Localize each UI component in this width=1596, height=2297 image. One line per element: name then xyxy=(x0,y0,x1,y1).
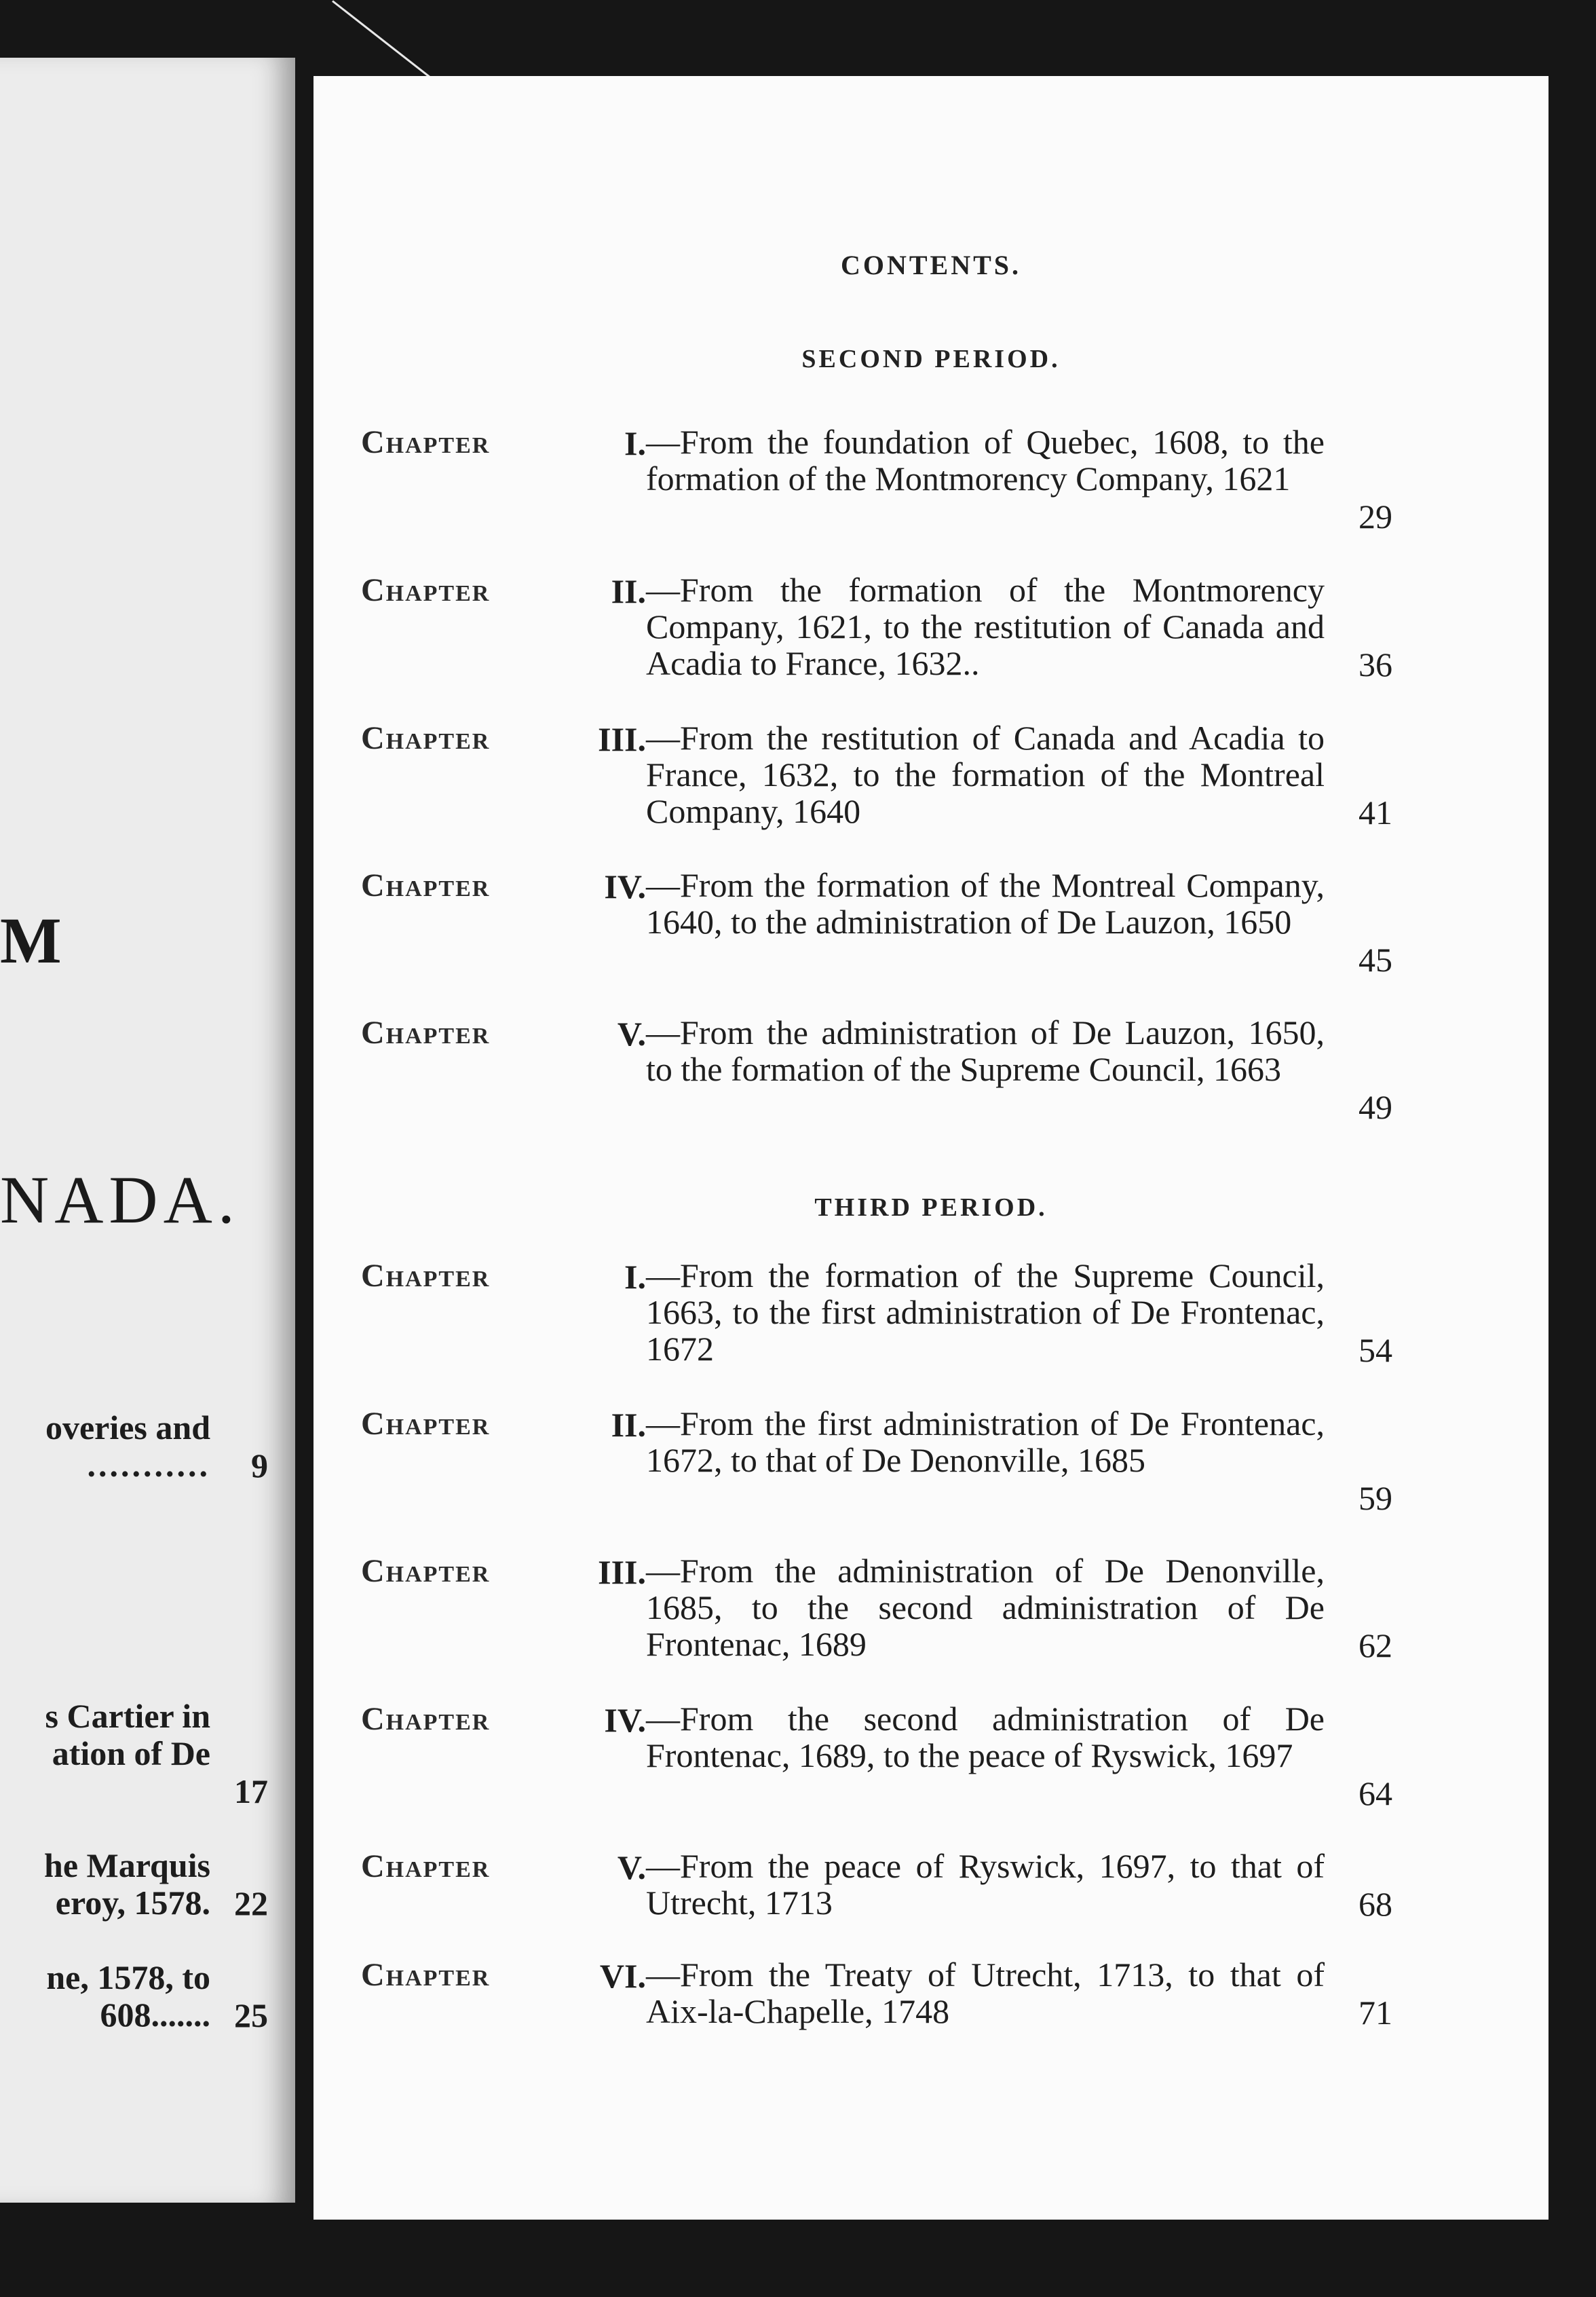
left-page-line: ne, 1578, to xyxy=(46,1958,210,1996)
chapter-number: I. xyxy=(624,1258,646,1296)
chapter-word: Chapter xyxy=(361,1553,491,1589)
chapter-number: II. xyxy=(611,572,646,610)
chapter-word: Chapter xyxy=(361,1957,491,1993)
chapter-word: Chapter xyxy=(361,1015,491,1051)
scan-artifact-line xyxy=(332,0,440,85)
left-page-line: he Marquis xyxy=(44,1846,210,1884)
chapter-word: Chapter xyxy=(361,572,491,608)
toc-entry xyxy=(314,1700,1548,1850)
toc-entry xyxy=(314,572,1548,721)
page-number: 54 xyxy=(1358,1331,1392,1369)
left-page-big-title: NADA. xyxy=(0,1162,240,1237)
left-page-line: ation of De xyxy=(52,1734,210,1772)
left-page-line: eroy, 1578. xyxy=(55,1884,210,1922)
left-page-number: 22 xyxy=(234,1884,268,1922)
left-page-number: 17 xyxy=(234,1772,268,1810)
left-page-big-letter: M xyxy=(0,904,62,977)
chapter-word: Chapter xyxy=(361,1848,491,1884)
chapter-word: Chapter xyxy=(361,1258,491,1294)
page-number: 41 xyxy=(1358,793,1392,832)
chapter-title: —From the restitution of Canada and Acadia to France, 1632, to the formation of the Montreal Company, 1640 xyxy=(646,719,1325,830)
page-number: 71 xyxy=(1358,1994,1392,2032)
chapter-word: Chapter xyxy=(361,1406,491,1442)
chapter-number: I. xyxy=(624,424,646,462)
chapter-title: —From the formation of the Montreal Company, 1640, to the administration of De Lauzon, 1650 xyxy=(646,866,1325,941)
page-number: 64 xyxy=(1358,1774,1392,1812)
chapter-word: Chapter xyxy=(361,720,491,756)
chapter-word: Chapter xyxy=(361,424,491,460)
chapter-number: V. xyxy=(617,1848,646,1886)
left-page-line: overies and xyxy=(45,1408,210,1446)
chapter-title: —From the administration of De Lauzon, 1650, to the formation of the Supreme Council, 1663 xyxy=(646,1013,1325,1088)
chapter-title: —From the formation of the Montmorency Company, 1621, to the restitution of Canada and Acadia to France, 1632.. xyxy=(646,571,1325,682)
left-page-number: 9 xyxy=(251,1446,268,1484)
page-number: 59 xyxy=(1358,1479,1392,1517)
period-heading: THIRD PERIOD. xyxy=(814,1193,1048,1222)
chapter-title: —From the second administration of De Frontenac, 1689, to the peace of Ryswick, 1697 xyxy=(646,1700,1325,1774)
chapter-title: —From the administration of De Denonville, 1685, to the second administration of De Frontenac, 1689 xyxy=(646,1552,1325,1663)
left-page-line: ........... xyxy=(87,1446,210,1484)
page-number: 62 xyxy=(1358,1626,1392,1664)
toc-entry xyxy=(314,1014,1548,1163)
chapter-word: Chapter xyxy=(361,867,491,903)
page-number: 68 xyxy=(1358,1885,1392,1923)
page-number: 49 xyxy=(1358,1088,1392,1126)
page-title: CONTENTS. xyxy=(840,250,1022,280)
toc-entry xyxy=(314,1552,1548,1702)
chapter-number: V. xyxy=(617,1015,646,1053)
chapter-title: —From the peace of Ryswick, 1697, to that of Utrecht, 1713 xyxy=(646,1847,1325,1922)
chapter-number: VI. xyxy=(599,1957,646,1995)
toc-entry xyxy=(314,1257,1548,1406)
left-page xyxy=(0,58,295,2203)
toc-entry xyxy=(314,867,1548,1016)
left-page-line: 608....... xyxy=(100,1996,210,2034)
chapter-title: —From the foundation of Quebec, 1608, to the formation of the Montmorency Company, 1621 xyxy=(646,423,1325,498)
period-heading: SECOND PERIOD. xyxy=(801,345,1061,373)
chapter-number: III. xyxy=(598,720,646,758)
chapter-word: Chapter xyxy=(361,1701,491,1737)
chapter-title: —From the Treaty of Utrecht, 1713, to that of Aix-la-Chapelle, 1748 xyxy=(646,1956,1325,2030)
toc-entry xyxy=(314,1405,1548,1554)
chapter-number: IV. xyxy=(604,867,646,905)
chapter-title: —From the formation of the Supreme Council, 1663, to the first administration of De Frontenac, 1672 xyxy=(646,1256,1325,1368)
left-page-number: 25 xyxy=(234,1996,268,2034)
toc-entry xyxy=(314,1848,1548,1949)
page-number: 29 xyxy=(1358,498,1392,536)
page-number: 45 xyxy=(1358,941,1392,979)
toc-entry xyxy=(314,1956,1548,2058)
chapter-number: II. xyxy=(611,1406,646,1444)
toc-entry xyxy=(314,720,1548,869)
left-page-line: s Cartier in xyxy=(45,1697,210,1735)
page-number: 36 xyxy=(1358,646,1392,684)
chapter-number: III. xyxy=(598,1553,646,1591)
toc-entry xyxy=(314,424,1548,573)
chapter-title: —From the first administration of De Frontenac, 1672, to that of De Denonville, 1685 xyxy=(646,1404,1325,1479)
contents-page xyxy=(314,76,1548,2220)
chapter-number: IV. xyxy=(604,1701,646,1739)
